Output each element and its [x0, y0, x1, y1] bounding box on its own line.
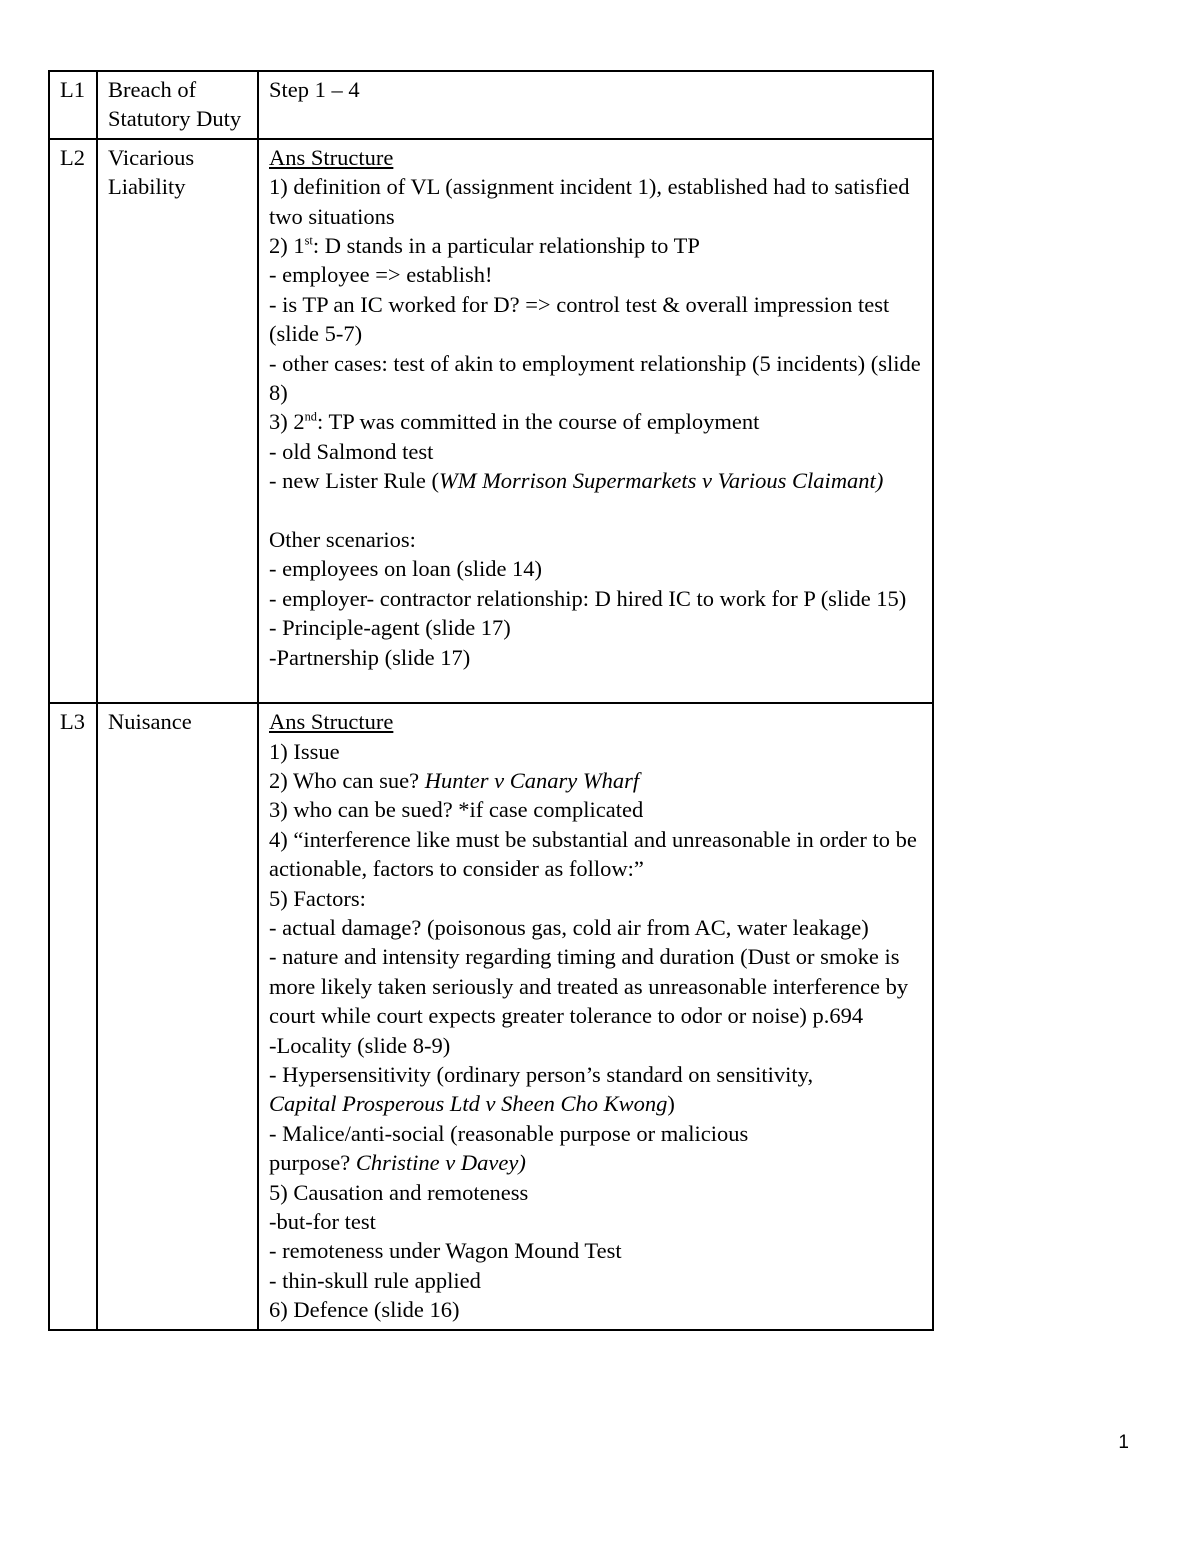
ordinal-suffix: nd [304, 409, 317, 424]
case-citation: Hunter v Canary Wharf [424, 767, 640, 793]
table-row [49, 703, 933, 1330]
content-line: 5) Factors: [269, 885, 366, 911]
content-line: - other cases: test of akin to employment relationship (5 incidents) (slide 8) [269, 350, 927, 406]
blank-line [269, 496, 928, 525]
content-line: - thin-skull rule applied [269, 1267, 481, 1293]
content-line: - old Salmond test [269, 438, 434, 464]
content-line: - nature and intensity regarding timing and duration (Dust or smoke is more likely taken seriously and treated as unreasonable interference by court while court expects greater tolerance to odor or noise) p.694 [269, 944, 914, 1029]
content-line: -but-for test [269, 1209, 376, 1235]
content-line: 5) Causation and remoteness [269, 1179, 529, 1205]
lecture-code-cell [49, 139, 97, 703]
topic-line: Statutory Duty [108, 106, 242, 132]
section-heading: Ans Structure [269, 709, 394, 735]
content-line: -Partnership (slide 17) [269, 644, 471, 670]
text-segment: ) [667, 1091, 675, 1117]
content-line: Other scenarios: [269, 527, 416, 553]
text-segment: - new Lister Rule ( [269, 468, 439, 494]
content-line: Step 1 – 4 [269, 77, 360, 102]
topic-line: Breach of [108, 77, 197, 102]
content-line [269, 1089, 928, 1118]
lecture-code: L2 [60, 144, 85, 170]
content-line: - remoteness under Wagon Mound Test [269, 1238, 622, 1264]
content-line: - employee => establish! [269, 262, 493, 288]
topic-line: Vicarious [108, 144, 195, 170]
topic-cell [97, 703, 258, 1330]
lecture-code-cell [49, 703, 97, 1330]
case-citation: WM Morrison Supermarkets v Various Claimant) [438, 468, 884, 494]
content-cell [258, 139, 933, 703]
content-line: 3) who can be sued? *if case complicated [269, 797, 644, 823]
case-citation: Capital Prosperous Ltd v Sheen Cho Kwong [269, 1091, 668, 1117]
content-line: 1) definition of VL (assignment incident 1), established had to satisfied two situations [269, 174, 916, 229]
content-cell [258, 703, 933, 1330]
content-line [269, 407, 928, 436]
topic-line: Liability [108, 174, 186, 200]
text-segment: 2) 1 [269, 233, 305, 259]
content-line: - employer- contractor relationship: D hired IC to work for P (slide 15) [269, 585, 907, 611]
content-cell [258, 71, 933, 139]
topic-cell [97, 139, 258, 703]
content-line [269, 1148, 928, 1177]
text-segment: purpose? [269, 1150, 356, 1176]
notes-table [48, 70, 934, 1331]
content-line: - employees on loan (slide 14) [269, 556, 543, 582]
content-line: - Hypersensitivity (ordinary person’s standard on sensitivity, [269, 1061, 814, 1087]
lecture-code: L3 [60, 709, 85, 735]
topic-cell [97, 71, 258, 139]
content-line: - Malice/anti-social (reasonable purpose or malicious [269, 1120, 749, 1146]
content-line: 4) “interference like must be substantial and unreasonable in order to be actionable, factors to consider as follow:” [269, 826, 923, 882]
content-line: 6) Defence (slide 16) [269, 1297, 460, 1323]
table-row [49, 71, 933, 139]
table-row [49, 139, 933, 703]
text-segment: : D stands in a particular relationship to TP [312, 233, 700, 259]
content-line: -Locality (slide 8-9) [269, 1032, 451, 1058]
topic-line: Nuisance [108, 709, 192, 735]
text-segment: 3) 2 [269, 409, 305, 435]
content-line: 1) Issue [269, 738, 340, 764]
case-citation: Christine v Davey) [355, 1150, 526, 1176]
content-line: - is TP an IC worked for D? => control test & overall impression test (slide 5-7) [269, 291, 895, 347]
ordinal-suffix: st [304, 233, 313, 248]
content-line: - actual damage? (poisonous gas, cold air from AC, water leakage) [269, 914, 869, 940]
lecture-code-cell [49, 71, 97, 139]
lecture-code: L1 [60, 77, 85, 102]
text-segment: : TP was committed in the course of employment [316, 409, 760, 435]
section-heading: Ans Structure [269, 144, 394, 170]
table-body [49, 71, 933, 1330]
text-segment: 2) Who can sue? [269, 767, 425, 793]
content-line [269, 231, 928, 260]
content-line [269, 766, 928, 795]
content-line [269, 466, 928, 495]
page-number: 1 [1118, 1432, 1129, 1453]
content-line: - Principle-agent (slide 17) [269, 615, 511, 641]
